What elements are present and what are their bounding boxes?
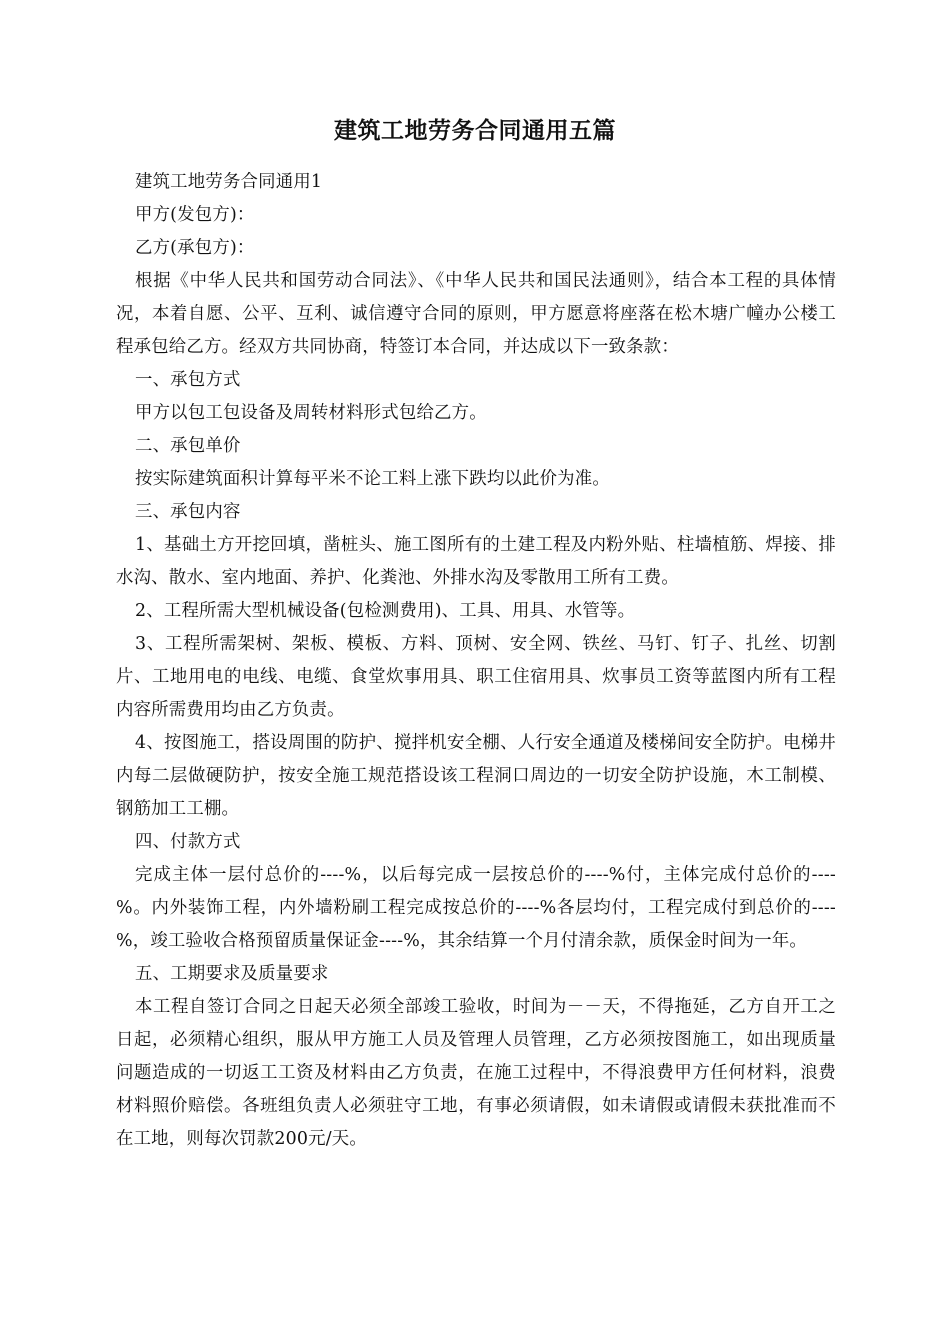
- section-heading-3: 三、承包内容: [135, 502, 241, 522]
- section-heading-2: 二、承包单价: [135, 436, 241, 456]
- body-paragraph: 甲方以包工包设备及周转材料形式包给乙方。: [135, 403, 487, 423]
- body-paragraph: 本工程自签订合同之日起天必须全部竣工验收，时间为－－天，不得拖延，乙方自开工之日起，必须精心组织，服从甲方施工人员及管理人员管理，乙方必须按图施工，如出现质量问题造成的一切返工工资及材料由乙方负责，在施工过程中，不得浪费甲方任何材料，浪费材料照价赔偿。各班组负责人必须驻守工地，有事必须请假，如未请假或请假未获批准而不在工地，则每次罚款200元/天。: [116, 997, 836, 1149]
- document-title: 建筑工地劳务合同通用五篇: [334, 118, 616, 144]
- party-b-line: 乙方(承包方)：: [135, 238, 255, 258]
- list-item-paragraph: 2、工程所需大型机械设备(包检测费用)、工具、用具、水管等。: [135, 601, 636, 621]
- list-item-paragraph: 3、工程所需架树、架板、模板、方料、顶树、安全网、铁丝、马钉、钉子、扎丝、切割片、工地用电的电线、电缆、食堂炊事用具、职工住宿用具、炊事员工资等蓝图内所有工程内容所需费用均由乙方负责。: [116, 634, 836, 720]
- document-body: [116, 166, 836, 1156]
- subtitle-paragraph: 建筑工地劳务合同通用1: [135, 172, 323, 192]
- section-heading-5: 五、工期要求及质量要求: [135, 964, 329, 984]
- body-paragraph: 按实际建筑面积计算每平米不论工料上涨下跌均以此价为准。: [135, 469, 610, 489]
- party-a-line: 甲方(发包方)：: [135, 205, 255, 225]
- preamble-paragraph: 根据《中华人民共和国劳动合同法》、《中华人民共和国民法通则》，结合本工程的具体情况，本着自愿、公平、互利、诚信遵守合同的原则，甲方愿意将座落在松木塘广幢办公楼工程承包给乙方。经双方共同协商，特签订本合同，并达成以下一致条款：: [116, 271, 836, 357]
- list-item-paragraph: 4、按图施工，搭设周围的防护、搅拌机安全棚、人行安全通道及楼梯间安全防护。电梯井内每二层做硬防护，按安全施工规范搭设该工程洞口周边的一切安全防护设施，木工制模、钢筋加工工棚。: [116, 733, 836, 819]
- list-item-paragraph: 1、基础土方开挖回填，凿桩头、施工图所有的土建工程及内粉外贴、柱墙植筋、焊接、排水沟、散水、室内地面、养护、化粪池、外排水沟及零散用工所有工费。: [116, 535, 836, 588]
- body-paragraph: 完成主体一层付总价的----%，以后每完成一层按总价的----%付，主体完成付总价的----%。内外装饰工程，内外墙粉刷工程完成按总价的----%各层均付，工程完成付到总价的----%，竣工验收合格预留质量保证金----%，其余结算一个月付清余款，质保金时间为一年。: [116, 865, 836, 951]
- section-heading-4: 四、付款方式: [135, 832, 241, 852]
- section-heading-1: 一、承包方式: [135, 370, 241, 390]
